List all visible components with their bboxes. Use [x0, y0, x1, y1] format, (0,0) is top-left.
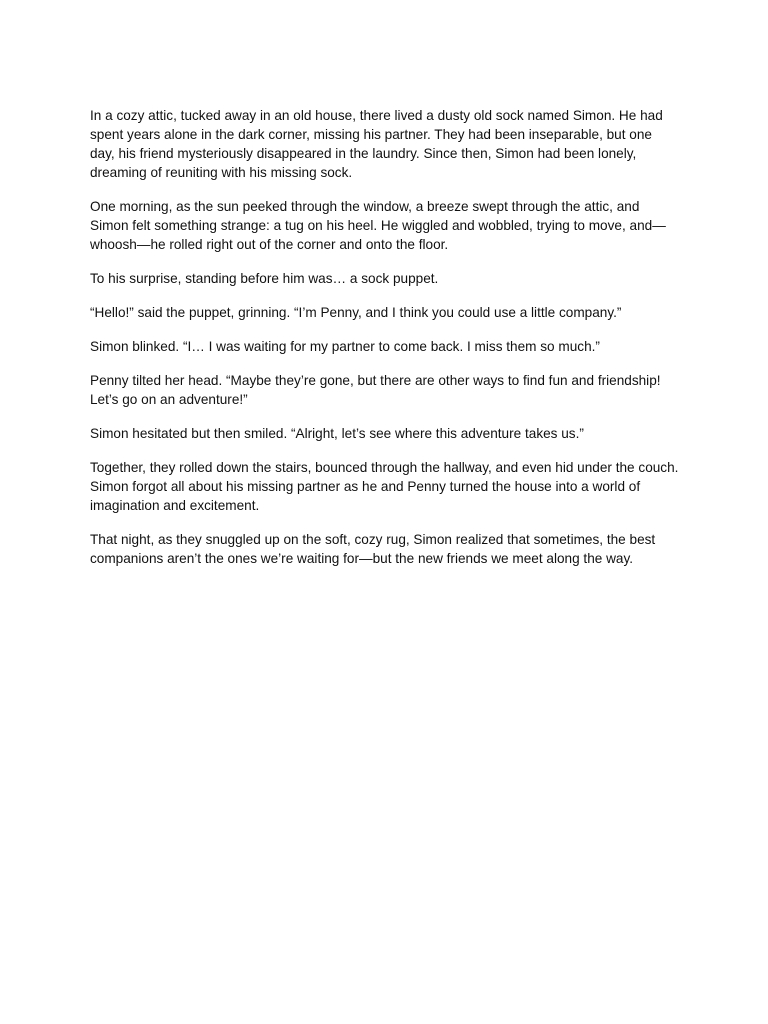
- paragraph-2: One morning, as the sun peeked through the window, a breeze swept through the attic, and Simon felt something strange: a tug on his heel. He wiggled and wobbled, trying to move, and—whoosh—he rolled right out of the corner and onto the floor.: [90, 199, 666, 252]
- paragraph-8: Together, they rolled down the stairs, bounced through the hallway, and even hid under the couch. Simon forgot all about his missing partner as he and Penny turned the house into a world of imagination and excitement.: [90, 460, 679, 513]
- paragraph-5: Simon blinked. “I… I was waiting for my partner to come back. I miss them so much.”: [90, 339, 600, 354]
- paragraph-6: Penny tilted her head. “Maybe they’re gone, but there are other ways to find fun and friendship! Let’s go on an adventure!”: [90, 373, 661, 407]
- paragraph-1: In a cozy attic, tucked away in an old house, there lived a dusty old sock named Simon. He had spent years alone in the dark corner, missing his partner. They had been inseparable, but one day, his friend mysteriously disappeared in the laundry. Since then, Simon had been lonely, dreaming of reuniting with his missing sock.: [90, 108, 663, 180]
- paragraph-7: Simon hesitated but then smiled. “Alright, let’s see where this adventure takes us.”: [90, 426, 584, 441]
- paragraph-4: “Hello!” said the puppet, grinning. “I’m Penny, and I think you could use a little company.”: [90, 305, 622, 320]
- paragraph-3: To his surprise, standing before him was… a sock puppet.: [90, 271, 439, 286]
- paragraph-9: That night, as they snuggled up on the soft, cozy rug, Simon realized that sometimes, the best companions aren’t the ones we’re waiting for—but the new friends we meet along the way.: [90, 532, 656, 566]
- story-body: [90, 106, 680, 583]
